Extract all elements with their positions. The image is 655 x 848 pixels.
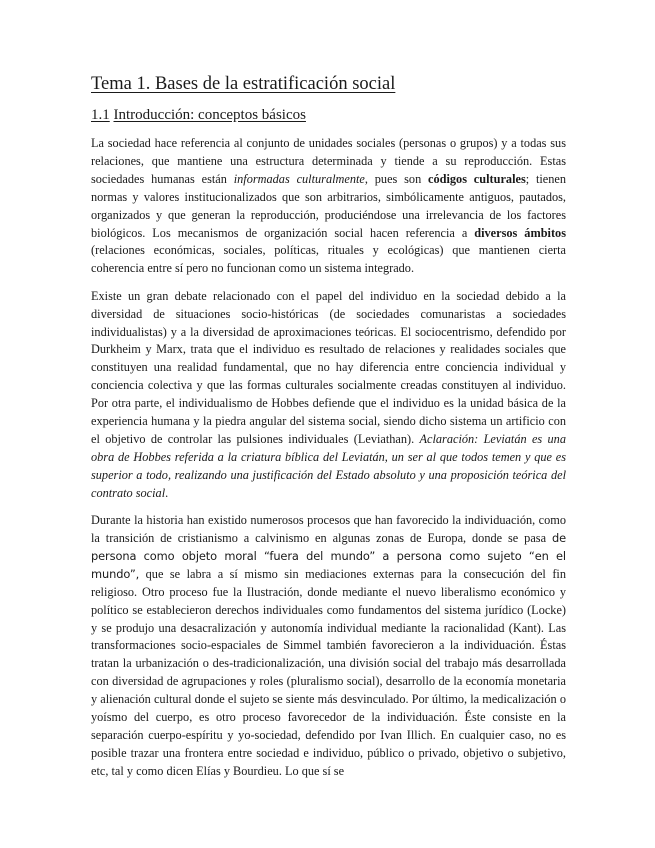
p1-text-g: (relaciones económicas, sociales, políticas, rituales y ecológicas) que mantienen cierta coherencia entre sí pero no funcionan como un sistema integrado. <box>91 243 566 276</box>
p2-italic-note: Aclaración: Leviatán es una obra de Hobbes referida a la criatura bíblica del Leviatán, un ser al que todos temen y que es superior a todo, realizando una justificación del Estado absoluto y una proposición teórica del contrato social <box>91 432 566 500</box>
paragraph-3 <box>91 512 566 781</box>
p1-text-e: ; tienen normas y valores institucionalizados que son arbitrarios, simbólicamente antiguos, pautados, organizados y que generan la reproducción, produciéndose una irrelevancia de los factores biológicos. Los mecanismos de organización social hacen referencia a <box>91 171 567 240</box>
p1-bold-term-1: códigos culturales <box>428 171 526 186</box>
section-heading <box>91 105 566 125</box>
p2-text-c: . <box>165 485 169 500</box>
p1-text-a: La sociedad hace referencia al conjunto de unidades sociales (personas o grupos) y a todas sus relaciones, que mantiene una estructura determinada y tiende a su reproducción. Estas sociedades humanas están <box>91 136 566 186</box>
p3-text-c: que se labra a sí mismo sin mediaciones externas para la consecución del fin religioso. Otro proceso fue la Ilustración, donde mediante el nuevo liberalismo económico y político se establecieron derechos individuales como fundamentos del sistema jurídico (Locke) y se produjo una desacralización y autonomía individual mediante la racionalidad (Kant). Las transformaciones socio-espaciales de Simmel también favorecieron a la individuación. Éstas tratan la urbanización o des-tradicionalización, una división social del trabajo más desarrollada con diversidad de agrupaciones y roles (pluralismo social), desarrollo de la economía monetaria y alienación cultural donde el sujeto se siente más desvinculado. Por último, la medicalización o yoísmo del cuerpo, es otro proceso favorecedor de la individuación. Éste consiste en la separación cuerpo-espíritu y yo-sociedad, defendido por Ivan Illich. En cualquier caso, no es posible trazar una frontera entre sociedad e individuo, público o privado, objetivo o subjetivo, etc, tal y como dicen Elías y Bourdieu. Lo que sí se <box>91 566 566 778</box>
paragraph-2 <box>91 288 566 503</box>
p3-text-a: Durante la historia han existido numerosos procesos que han favorecido la individuación, como la transición de cristianismo a calvinismo en algunas zonas de Europa, donde se pasa <box>91 513 566 546</box>
section-title: Introducción: conceptos básicos <box>113 107 306 123</box>
p2-text-a: Existe un gran debate relacionado con el papel del individuo en la sociedad debido a la diversidad de situaciones socio-históricas (de sociedades comunaristas a sociedades individualistas) y a la diversidad de aproximaciones teóricas. El sociocentrismo, defendido por Durkheim y Marx, trata que el individuo es resultado de relaciones y realidades sociales que constituyen una realidad fundamental, que no hay diferencia entre conciencia individual y conciencia colectiva y que las formas culturales socialmente creadas constituyen al individuo. Por otra parte, el individualismo de Hobbes defiende que el individuo es la unidad básica de la experiencia humana y la piedra angular del sistema social, siendo dicho sistema un artificio con el objetivo de controlar las pulsiones individuales (Leviathan). <box>91 288 566 446</box>
p3-sans-phrase: de persona como objeto moral “fuera del mundo” a persona como sujeto “en el mundo”, <box>91 531 566 581</box>
section-number: 1.1 <box>91 107 110 123</box>
p1-bold-term-2: diversos ámbitos <box>474 225 566 240</box>
page-title: Tema 1. Bases de la estratificación social <box>91 74 396 94</box>
paragraph-1 <box>91 135 566 278</box>
p1-text-c: , pues son <box>364 171 429 186</box>
p1-italic-term: informadas culturalmente <box>233 171 365 186</box>
